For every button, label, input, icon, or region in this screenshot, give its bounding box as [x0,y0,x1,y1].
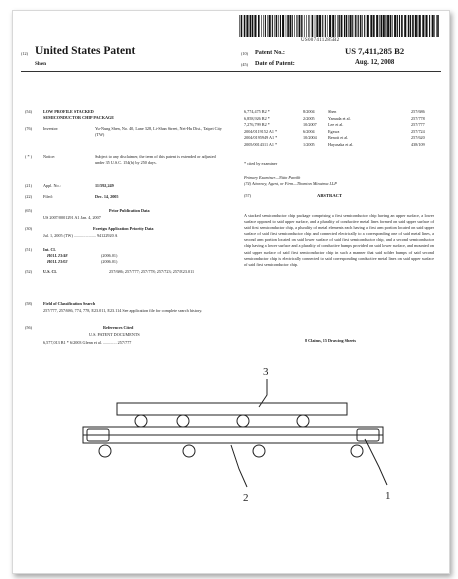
barcode-bar [373,15,375,37]
inventor-text: Yu-Nung Shen, No. 40, Lane 328, Li-Shan Street, Nei-Hu Dist., Taipei City (TW) [95,126,222,137]
abstract-code: (57) [244,193,251,198]
patent-no-label: Patent No.: [255,49,285,56]
barcode-bar [350,15,352,37]
barcode-bar [346,15,348,37]
appl-number: 11/592,249 [95,183,114,188]
ref-label-1: 1 [385,490,391,502]
us-doc-row: 6,577,013 B1 * 6/2003 Glenn et al. ............. 257/777 [43,340,132,345]
ref-label-3: 3 [263,366,269,378]
leader-2 [231,445,247,487]
solder-bump [237,415,249,427]
barcode-bar [254,15,256,37]
barcode-bar [370,15,372,37]
inventor-code: (76) [25,126,32,131]
patent-date: Aug. 12, 2008 [355,59,395,66]
barcode-bar [344,15,345,37]
barcode-bar [341,15,343,37]
date-label: Date of Patent: [255,60,295,67]
barcode-bar [276,15,278,37]
barcode-bar [316,15,318,37]
barcode-bar [429,15,430,37]
barcode-bar [383,15,385,37]
barcode-bar [302,15,303,37]
citation-date: 10/2007 [303,122,317,127]
foreign-heading: Foreign Application Priority Data [93,226,154,231]
abstract-heading: ABSTRACT [317,193,343,198]
intcl-1: H01L 23/48 [47,253,68,258]
fos-label: Field of Classification Search [43,301,96,306]
prior-heading: Prior Publication Data [109,208,150,213]
lower-bump [183,445,195,457]
intcl-2: H01L 23/02 [47,259,68,264]
abstract-text: A stacked semiconductor chip package comprising a first semiconductor chip having an upper surface, a lower surface opposed to said upper surface, and a plurality of conductive metal lines formed on said upper surface of said first semiconductor chip, a plurality of metal elements each having a first arm portion located on said upper surface of said first semiconductor chip and connected electrically to a corresponding one of said metal lines, a second arm portion located on said lower surface of said first semiconductor chip, and a second semiconductor chip having a lower surface and a plurality of conductive bumps provided on said lower surface, and mounted on said upper surface of said first semiconductor chip in such a manner that said solder bumps of said second semiconductor chip is electrically connected to said corresponding conductive metal lines on said upper surface of said first semiconductor chip. [244,213,434,267]
barcode-bar [241,15,243,37]
barcode-bar [312,15,314,37]
lower-bump [351,445,363,457]
refs-heading: References Cited [103,325,134,330]
citation-date: 2/2005 [303,115,315,121]
barcode-bar [337,15,338,37]
barcode-bar [246,15,248,37]
barcode-bar [265,15,266,37]
title-code: (54) [25,109,32,114]
barcode-bar [436,15,437,37]
second-chip [117,403,347,415]
foreign-line: Jul. 1, 2005 (TW) ..................... 94122920 A [43,233,118,238]
barcode-bar [301,15,302,37]
filed-date: Dec. 14, 2005 [95,194,119,199]
barcode-bar [244,15,246,37]
citation-date: 6/2004 [303,128,315,134]
citation-number: 2005/0014311 A1 * [244,141,278,147]
citation-date: 1/2005 [303,141,315,147]
barcode-bar [390,15,392,37]
citation-name: Hayasaka et al. [328,141,354,147]
barcode-bar [339,15,340,37]
fos-text: 257/777, 257/686, 774, 778, E23.011, E23.114 See application file for complete search history. [43,308,203,313]
attorney-agent: (74) Attorney, Agent, or Firm—Thomton Minutroa LLP [244,181,337,186]
barcode-bar [397,15,398,37]
barcode-bar [360,15,361,37]
uscl-text: 257/686; 257/777; 257/778; 257/723; 257/E23.011 [109,269,195,274]
patent-no-code: (10) [241,51,248,56]
barcode-bar [287,15,289,37]
date-code: (45) [241,62,248,67]
barcode-bar [263,15,264,37]
ref-label-2: 2 [243,492,249,504]
barcode-bar [315,15,316,37]
citation-name: Egawa [328,128,340,134]
citation-number: 2004/0119152 A1 * [244,128,278,134]
barcode-number: US007411285B2 [301,38,340,43]
citation-name: Benoit et al. [328,135,349,140]
barcode-bar [422,15,424,37]
barcode-bar [399,15,400,37]
prior-code: (65) [25,208,32,213]
barcode-bar [327,15,328,37]
barcode-bar [272,15,273,37]
citation-number: 6,858,926 B2 * [244,115,270,121]
barcode-bar [304,15,305,37]
patent-title: United States Patent [35,45,136,57]
barcode-bar [381,15,383,37]
barcode-bar [252,15,254,37]
citation-number: 7,276,799 B2 * [244,122,270,127]
solder-bump [297,415,309,427]
invention-title-line2: SEMICONDUCTOR CHIP PACKAGE [43,115,115,120]
lower-bump [253,445,265,457]
citation-class: 257/620 [411,135,425,140]
notice-text: Subject to any disclaimer, the term of this patent is extended or adjusted under 35 U.S.C. 154(b) by 250 days. [95,154,216,165]
citation-name: Yamada et al. [328,115,351,121]
country-code: (12) [21,51,28,56]
solder-bump [135,415,147,427]
barcode-bar [322,15,323,37]
barcode-bar [392,15,393,37]
barcode-bar [278,15,279,37]
barcode-bar [376,15,378,37]
barcode-bar [282,15,284,37]
barcode-bar [418,15,419,37]
barcode-bar [394,15,396,37]
citation-class: 438/109 [411,141,425,147]
barcode-bar [319,15,321,37]
patent-number: US 7,411,285 B2 [345,46,405,56]
inventor-short: Shen [35,61,46,67]
primary-examiner: Primary Examiner—Nitin Parekh [244,175,301,180]
citation-class: 257/778 [411,115,425,121]
patent-page [12,10,450,574]
barcode-bar [329,15,331,37]
refs-code: (56) [25,325,32,330]
citation-date: 8/2004 [303,109,315,114]
barcode-bar [432,15,434,37]
barcode-bar [352,15,353,37]
barcode-bar [387,15,389,37]
barcode-bar [425,15,427,37]
filed-code: (22) [25,194,32,199]
barcode-bar [269,15,271,37]
patent-drawing [13,351,449,573]
intcl-code: (51) [25,247,32,252]
citation-number: 6,774,475 B2 * [244,109,270,114]
barcode-bar [401,15,403,37]
barcode-bar [404,15,406,37]
barcode-bar [258,15,260,37]
barcode-bar [335,15,336,37]
citation-number: 2004/0195949 A1 * [244,135,278,140]
intcl-2-date: (2006.01) [101,259,118,264]
barcode-bar [419,15,421,37]
barcode-bar [355,15,356,37]
citation-class: 257/724 [411,128,425,134]
appl-label: Appl. No.: [43,183,61,188]
header-rule [21,71,441,72]
citation-name: Shen [328,109,337,114]
barcode-bar [385,15,386,37]
citation-date: 10/2004 [303,135,317,140]
barcode-bar [308,15,309,37]
barcode-bar [364,15,365,37]
citation-class: 257/777 [411,122,425,127]
solder-bump [177,415,189,427]
barcode-bar [415,15,417,37]
barcode-bar [362,15,363,37]
appl-code: (21) [25,183,32,188]
barcode-bar [412,15,414,37]
barcode-bar [296,15,297,37]
citation-class: 257/686 [411,109,425,114]
barcode-bar [437,15,439,37]
barcode-bar [294,15,295,37]
uscl-label: U.S. Cl. [43,269,57,274]
lower-bump [99,445,111,457]
barcode-bar [280,15,281,37]
uscl-code: (52) [25,269,32,274]
filed-label: Filed: [43,194,53,199]
notice-code: ( * ) [25,154,32,159]
cited-by-note: * cited by examiner [244,161,278,166]
barcode-bar [310,15,311,37]
barcode-bar [299,15,301,37]
barcode-bar [367,15,369,37]
notice-label: Notice: [43,154,56,159]
barcode-bar [239,15,240,37]
barcode-bar [290,15,292,37]
invention-title-line1: LOW PROFILE STACKED [43,109,94,114]
intcl-1-date: (2006.01) [101,253,118,258]
barcode-bar [358,15,359,37]
barcode-bar [434,15,435,37]
citation-name: Lee et al. [328,122,344,127]
leader-1 [365,439,387,485]
barcode-bar [286,15,287,37]
barcode-bar [250,15,252,37]
barcode-bar [267,15,268,37]
fos-code: (58) [25,301,32,306]
barcode-bar [261,15,262,37]
barcode-bar [357,15,358,37]
barcode-bar [325,15,326,37]
barcode-bar [332,15,334,37]
barcode-bar [379,15,380,37]
intcl-label: Int. Cl. [43,247,56,252]
barcode-bar [274,15,275,37]
barcode-bar [348,15,349,37]
us-docs-heading: U.S. PATENT DOCUMENTS [89,332,140,337]
foreign-code: (30) [25,226,32,231]
barcode-bar [410,15,411,37]
inventor-label: Inventor: [43,126,59,131]
barcode [239,15,439,37]
barcode-bar [292,15,293,37]
barcode-bar [408,15,410,37]
claims-count: 8 Claims, 15 Drawing Sheets [305,338,357,343]
prior-line: US 2007/0001291 A1 Jan. 4, 2007 [43,215,101,220]
barcode-bar [306,15,307,37]
